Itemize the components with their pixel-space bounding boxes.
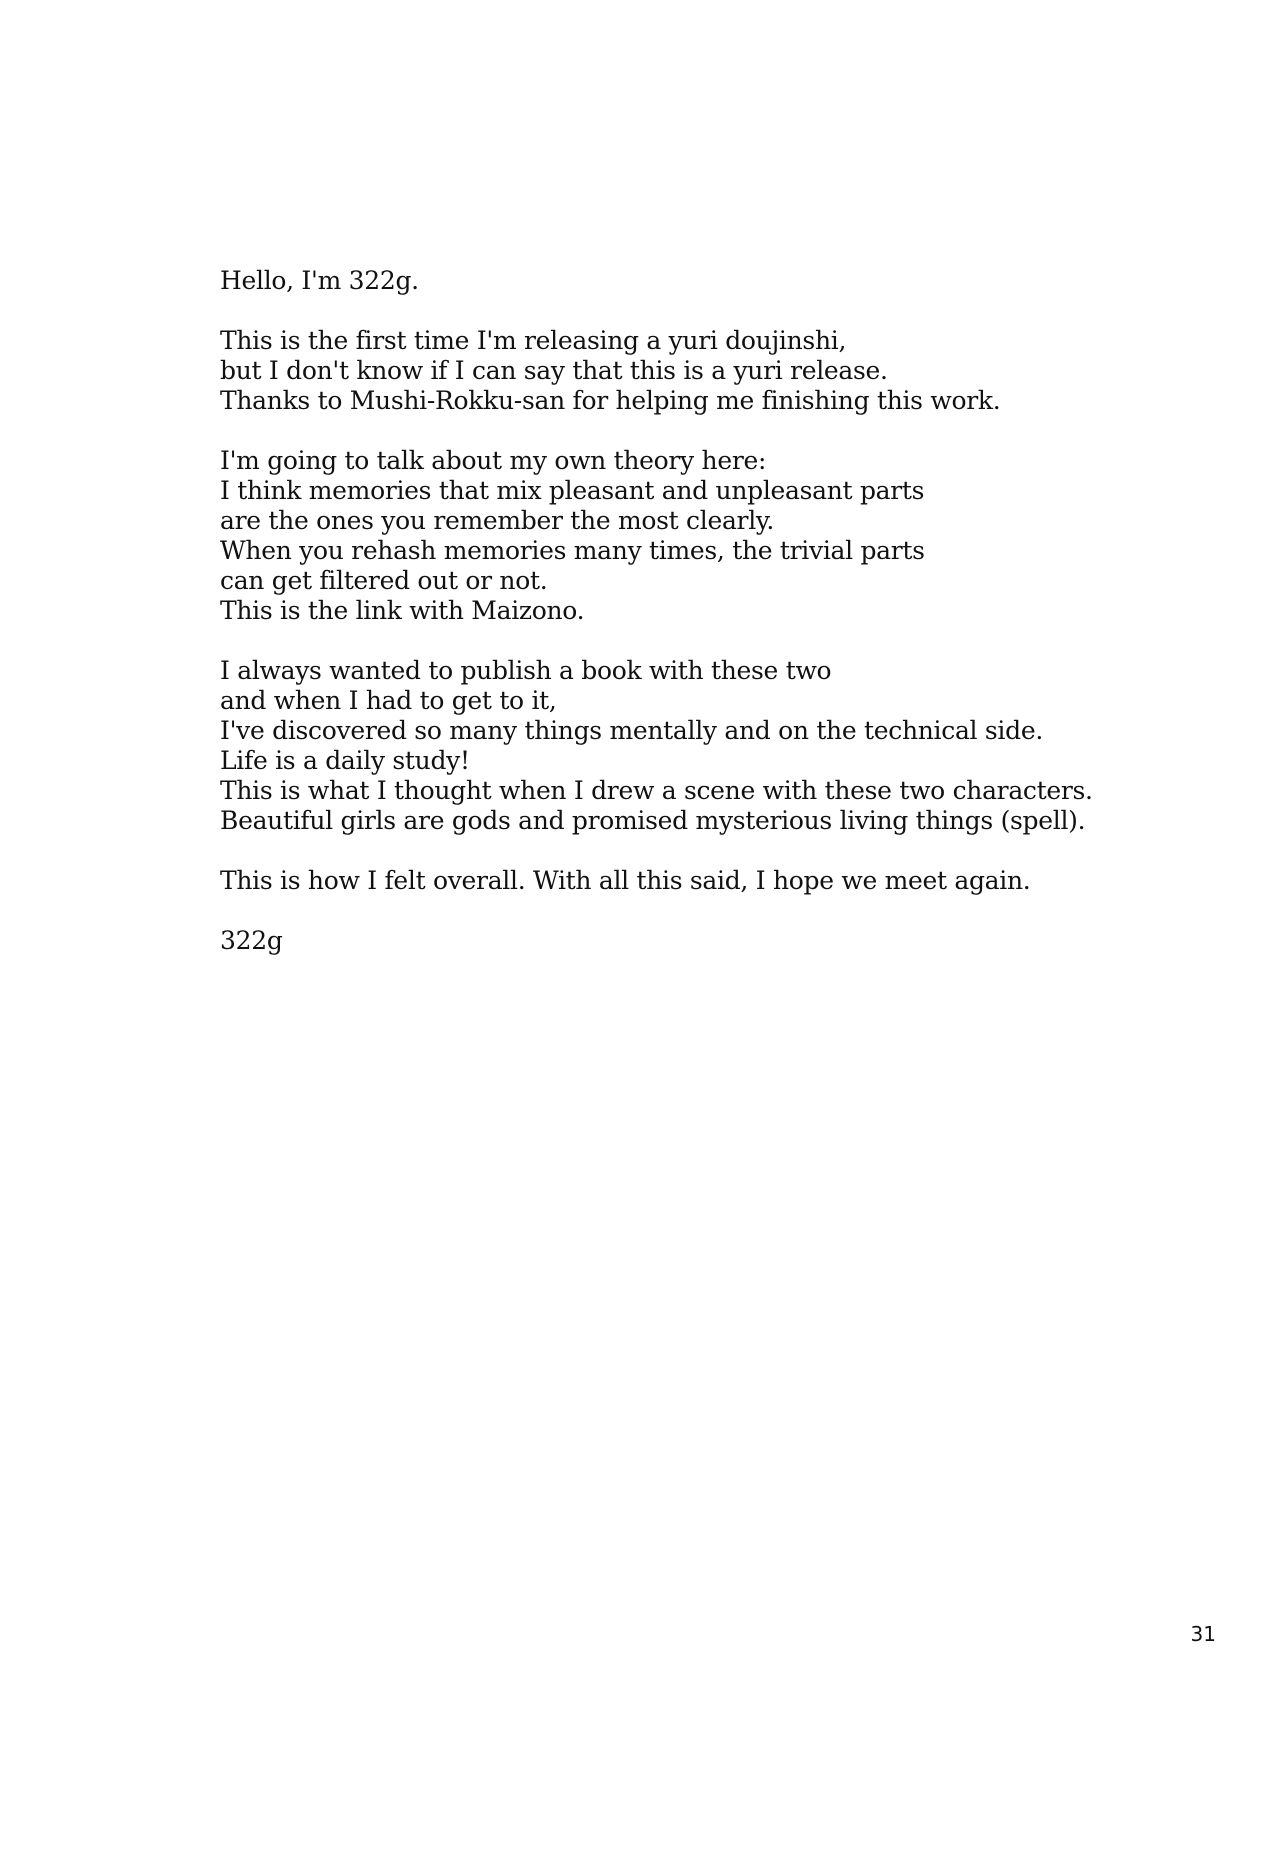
text-line: I always wanted to publish a book with these two: [220, 656, 832, 685]
paragraph-gap: [220, 416, 1220, 446]
text-line: I've discovered so many things mentally and on the technical side.: [220, 716, 1043, 745]
text-line: and when I had to get to it,: [220, 686, 557, 715]
text-line: are the ones you remember the most clearly.: [220, 506, 775, 535]
closing-line: This is how I felt overall. With all this said, I hope we meet again.: [220, 866, 1031, 895]
text-line: This is the link with Maizono.: [220, 596, 585, 625]
paragraph-gap: [220, 296, 1220, 326]
afterword-text: [220, 266, 1220, 956]
greeting-line: Hello, I'm 322g.: [220, 266, 419, 295]
text-line: When you rehash memories many times, the trivial parts: [220, 536, 925, 565]
text-line: I think memories that mix pleasant and unpleasant parts: [220, 476, 925, 505]
text-line: This is what I thought when I drew a scene with these two characters.: [220, 776, 1093, 805]
page-number: 31: [1190, 1622, 1216, 1646]
text-line: can get filtered out or not.: [220, 566, 548, 595]
paragraph-gap: [220, 836, 1220, 866]
text-line: Thanks to Mushi-Rokku-san for helping me finishing this work.: [220, 386, 1001, 415]
signature: 322g: [220, 926, 283, 955]
paragraph-gap: [220, 896, 1220, 926]
text-line: This is the first time I'm releasing a yuri doujinshi,: [220, 326, 847, 355]
text-line: but I don't know if I can say that this is a yuri release.: [220, 356, 888, 385]
paragraph-gap: [220, 626, 1220, 656]
text-line: Life is a daily study!: [220, 746, 470, 775]
text-line: I'm going to talk about my own theory here:: [220, 446, 767, 475]
text-line: Beautiful girls are gods and promised mysterious living things (spell).: [220, 806, 1086, 835]
